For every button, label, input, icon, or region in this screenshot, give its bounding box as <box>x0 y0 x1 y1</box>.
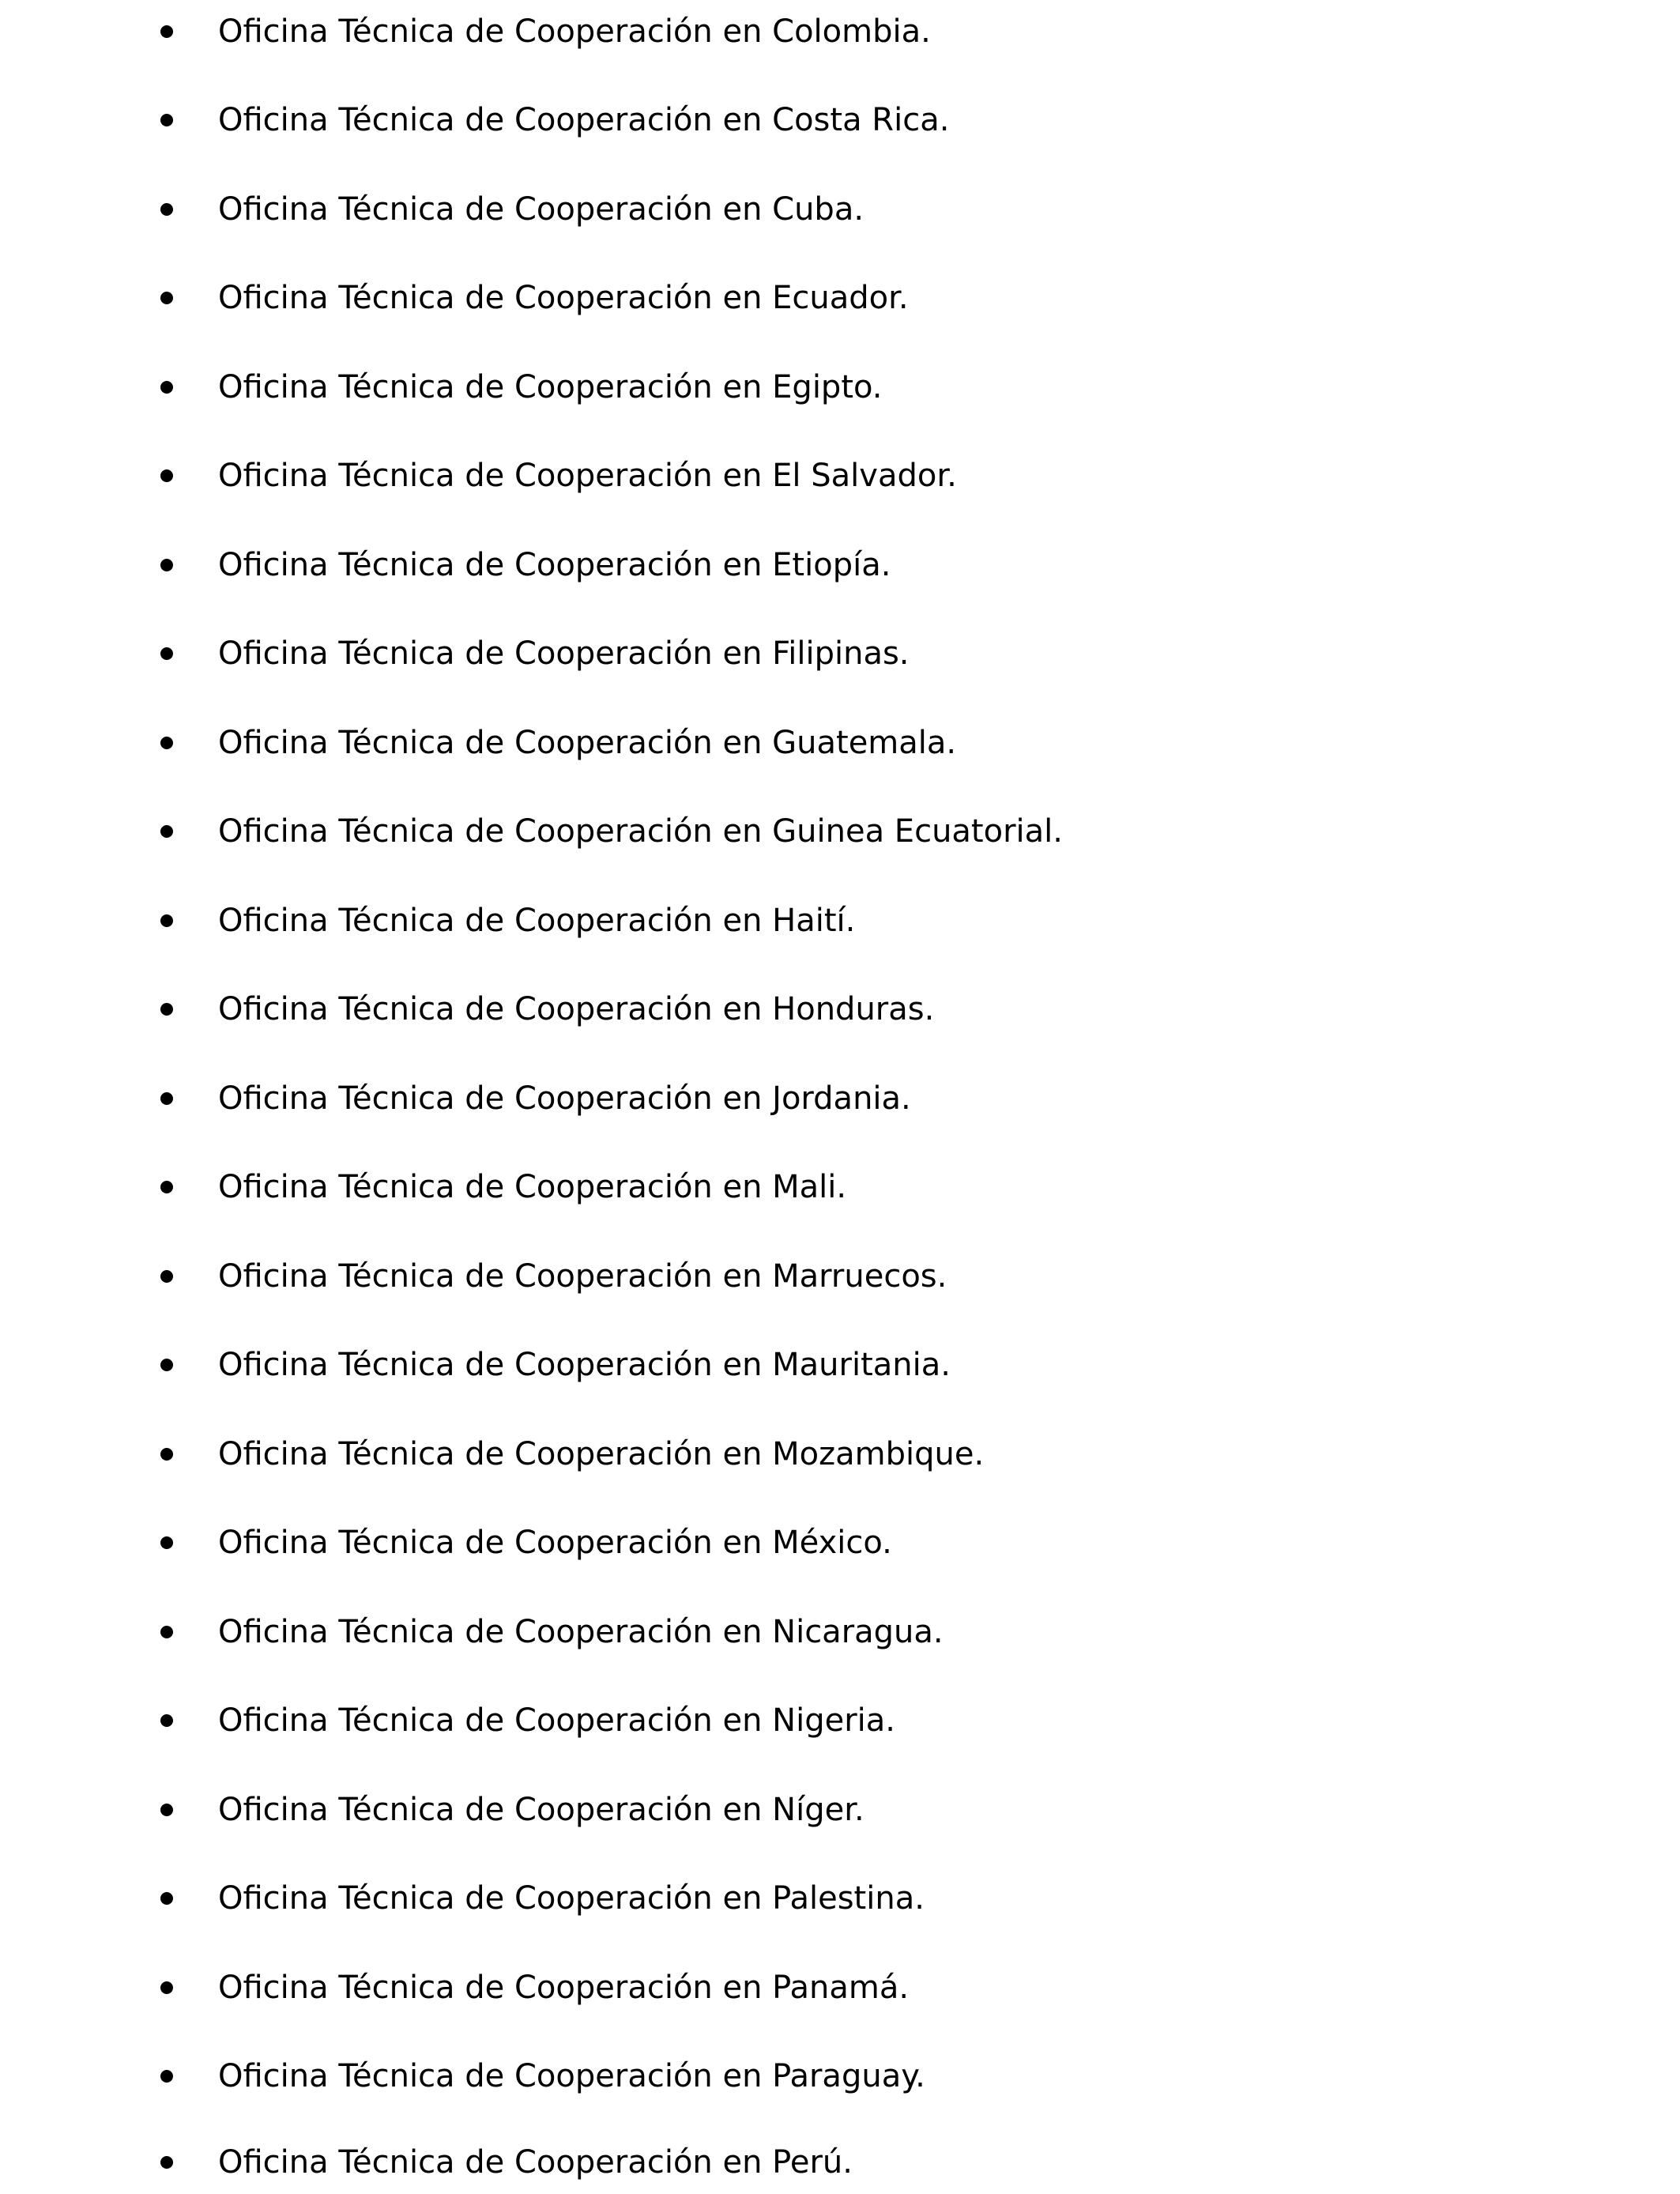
list-item-text: Oficina Técnica de Cooperación en Palestina. <box>218 1880 925 1917</box>
bullet-icon <box>160 1536 173 1549</box>
list-item <box>0 1600 1680 1664</box>
list-item <box>0 800 1680 863</box>
list-item-text: Oficina Técnica de Cooperación en Colombia. <box>218 13 931 50</box>
list-item <box>0 622 1680 685</box>
list-item-text: Oficina Técnica de Cooperación en Marruecos. <box>218 1258 947 1295</box>
list-item <box>0 1689 1680 1752</box>
bullet-icon <box>160 914 173 927</box>
list-item <box>0 1245 1680 1308</box>
bullet-icon <box>160 2070 173 2083</box>
list-item-text: Oficina Técnica de Cooperación en Cuba. <box>218 191 864 228</box>
list-item-text: Oficina Técnica de Cooperación en Nicaragua. <box>218 1614 944 1650</box>
list-item <box>0 1956 1680 2019</box>
list-item <box>0 1155 1680 1219</box>
list-item <box>0 533 1680 597</box>
list-item-text: Oficina Técnica de Cooperación en Guinea Ecuatorial. <box>218 813 1063 850</box>
list-item-text: Oficina Técnica de Cooperación en Filipinas. <box>218 635 910 672</box>
list-item-text: Oficina Técnica de Cooperación en Egipto. <box>218 369 883 405</box>
bullet-icon <box>160 1804 173 1816</box>
list-item <box>0 1423 1680 1486</box>
list-item-text: Oficina Técnica de Cooperación en Costa Rica. <box>218 102 950 138</box>
list-item-text: Oficina Técnica de Cooperación en Nigeria. <box>218 1702 895 1739</box>
list-item-text: Oficina Técnica de Cooperación en Haití. <box>218 903 856 939</box>
bullet-icon <box>160 2156 173 2169</box>
list-item <box>0 1778 1680 1842</box>
list-item <box>0 444 1680 507</box>
bullet-icon <box>160 114 173 126</box>
bullet-icon <box>160 1181 173 1193</box>
list-item <box>0 0 1680 63</box>
list-item <box>0 89 1680 152</box>
bullet-icon <box>160 469 173 482</box>
bullet-icon <box>160 1003 173 1016</box>
list-item-text: Oficina Técnica de Cooperación en Ecuador. <box>218 280 909 316</box>
list-item-text: Oficina Técnica de Cooperación en Etiopía. <box>218 547 891 583</box>
list-item <box>0 178 1680 241</box>
list-item-text: Oficina Técnica de Cooperación en Mali. <box>218 1169 847 1205</box>
list-item <box>0 2045 1680 2108</box>
list-item-text: Oficina Técnica de Cooperación en Paraguay. <box>218 2058 925 2094</box>
list-item <box>0 356 1680 419</box>
list-item-text: Oficina Técnica de Cooperación en Honduras. <box>218 991 935 1027</box>
bullet-icon <box>160 1626 173 1638</box>
list-item-text: Oficina Técnica de Cooperación en Panamá. <box>218 1970 910 2006</box>
list-item-text: Oficina Técnica de Cooperación en Mauritania. <box>218 1347 951 1383</box>
list-item-text: Oficina Técnica de Cooperación en El Salvador. <box>218 458 957 494</box>
bullet-icon <box>160 25 173 38</box>
list-item <box>0 889 1680 952</box>
bullet-icon <box>160 1448 173 1461</box>
bullet-icon <box>160 1270 173 1283</box>
list-item <box>0 1067 1680 1130</box>
list-item <box>0 266 1680 330</box>
bullet-icon <box>160 1714 173 1727</box>
list-item-text: Oficina Técnica de Cooperación en Níger. <box>218 1792 864 1828</box>
list-item <box>0 711 1680 775</box>
bullet-icon <box>160 825 173 838</box>
bullet-icon <box>160 559 173 571</box>
bullet-icon <box>160 1981 173 1994</box>
list-item <box>0 2131 1680 2194</box>
bullet-icon <box>160 1092 173 1105</box>
list-item <box>0 1333 1680 1397</box>
bullet-icon <box>160 1359 173 1371</box>
bullet-icon <box>160 1892 173 1905</box>
list-item <box>0 1867 1680 1930</box>
list-item-text: Oficina Técnica de Cooperación en Perú. <box>218 2144 853 2181</box>
list-item-text: Oficina Técnica de Cooperación en México. <box>218 1525 892 1561</box>
list-item <box>0 978 1680 1041</box>
bullet-icon <box>160 381 173 394</box>
bullet-icon <box>160 647 173 660</box>
list-item-text: Oficina Técnica de Cooperación en Mozambique. <box>218 1436 985 1472</box>
list-item-text: Oficina Técnica de Cooperación en Guatemala. <box>218 725 957 761</box>
list-item <box>0 1511 1680 1574</box>
bullet-icon <box>160 203 173 216</box>
bullet-icon <box>160 292 173 304</box>
bullet-icon <box>160 737 173 749</box>
list-item-text: Oficina Técnica de Cooperación en Jordania. <box>218 1080 911 1117</box>
